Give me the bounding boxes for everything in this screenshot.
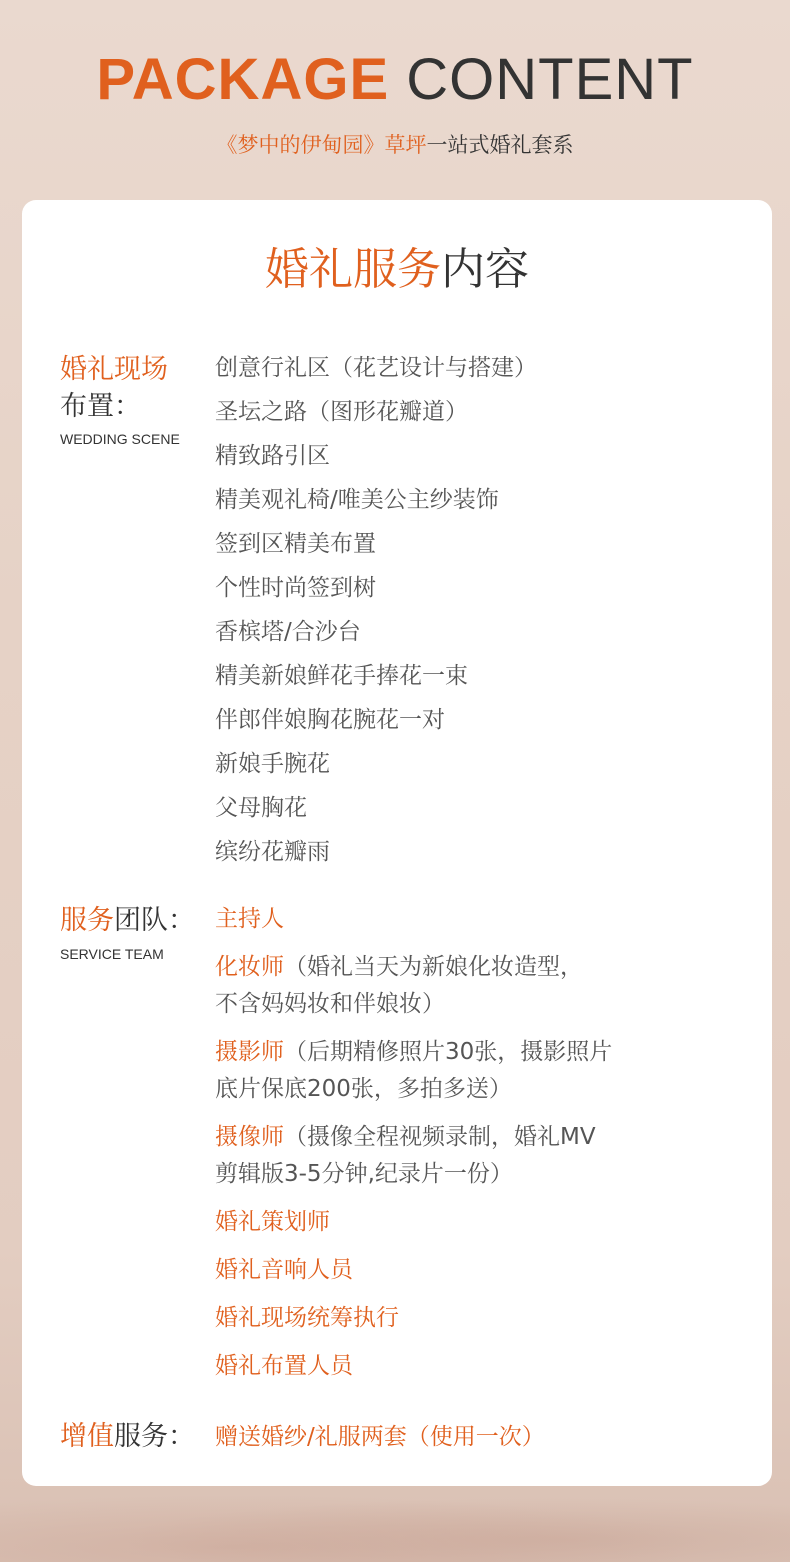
makeup-title: 化妆师 (215, 954, 284, 980)
list-item: 缤纷花瓣雨 (215, 839, 330, 865)
page-subtitle (0, 130, 790, 160)
subtitle-package: 一站式婚礼套系 (426, 133, 574, 157)
decorative-background-photo (0, 1486, 790, 1562)
video-desc-2: 剪辑版3-5分钟,纪录片一份） (215, 1161, 513, 1187)
list-item: 伴郎伴娘胸花腕花一对 (215, 707, 445, 733)
card-title-service: 婚礼服务 (265, 244, 441, 295)
photo-desc-2: 底片保底200张，多拍多送） (215, 1076, 512, 1102)
makeup-desc-2: 不含妈妈妆和伴娘妆） (215, 991, 445, 1017)
value-added-label (60, 1420, 195, 1454)
service-decorator: 婚礼布置人员 (215, 1353, 353, 1379)
value-added-label-2: 服务： (114, 1421, 195, 1452)
video-title: 摄像师 (215, 1124, 284, 1150)
service-team-label-1: 服务 (60, 905, 114, 936)
list-item: 精美观礼椅/唯美公主纱装饰 (215, 487, 499, 513)
list-item: 圣坛之路（图形花瓣道） (215, 399, 468, 425)
page-title (0, 48, 790, 112)
card-title (22, 242, 772, 298)
service-coordinator: 婚礼现场统筹执行 (215, 1305, 399, 1331)
list-item: 精美新娘鲜花手捧花一束 (215, 663, 468, 689)
service-team-en-label: SERVICE TEAM (60, 946, 164, 962)
service-planner: 婚礼策划师 (215, 1209, 330, 1235)
photo-desc-1: （后期精修照片30张，摄影照片 (284, 1039, 613, 1065)
service-makeup (215, 951, 583, 983)
service-team-label (60, 904, 195, 938)
list-item: 新娘手腕花 (215, 751, 330, 777)
video-desc-1: （摄像全程视频录制，婚礼MV (284, 1124, 596, 1150)
value-added-text: 赠送婚纱/礼服两套（使用一次） (215, 1424, 545, 1450)
list-item: 香槟塔/合沙台 (215, 619, 361, 645)
service-photo (215, 1036, 612, 1068)
photo-title: 摄影师 (215, 1039, 284, 1065)
service-host: 主持人 (215, 906, 284, 932)
title-content: CONTENT (406, 47, 694, 112)
wedding-scene-label: 婚礼现场 (60, 354, 168, 385)
service-sound: 婚礼音响人员 (215, 1257, 353, 1283)
service-video (215, 1121, 596, 1153)
title-package: PACKAGE (96, 47, 390, 112)
list-item: 父母胸花 (215, 795, 307, 821)
value-added-label-1: 增值 (60, 1421, 114, 1452)
list-item: 精致路引区 (215, 443, 330, 469)
card-title-content: 内容 (441, 244, 529, 295)
makeup-desc-1: （婚礼当天为新娘化妆造型， (284, 954, 583, 980)
list-item: 签到区精美布置 (215, 531, 376, 557)
list-item: 个性时尚签到树 (215, 575, 376, 601)
service-team-label-2: 团队： (114, 905, 195, 936)
subtitle-venue: 《梦中的伊甸园》草坪 (216, 133, 427, 157)
wedding-scene-en-label: WEDDING SCENE (60, 431, 180, 447)
wedding-scene-label-2: 布置： (60, 391, 141, 422)
list-item: 创意行礼区（花艺设计与搭建） (215, 355, 537, 381)
content-card (22, 200, 772, 1486)
